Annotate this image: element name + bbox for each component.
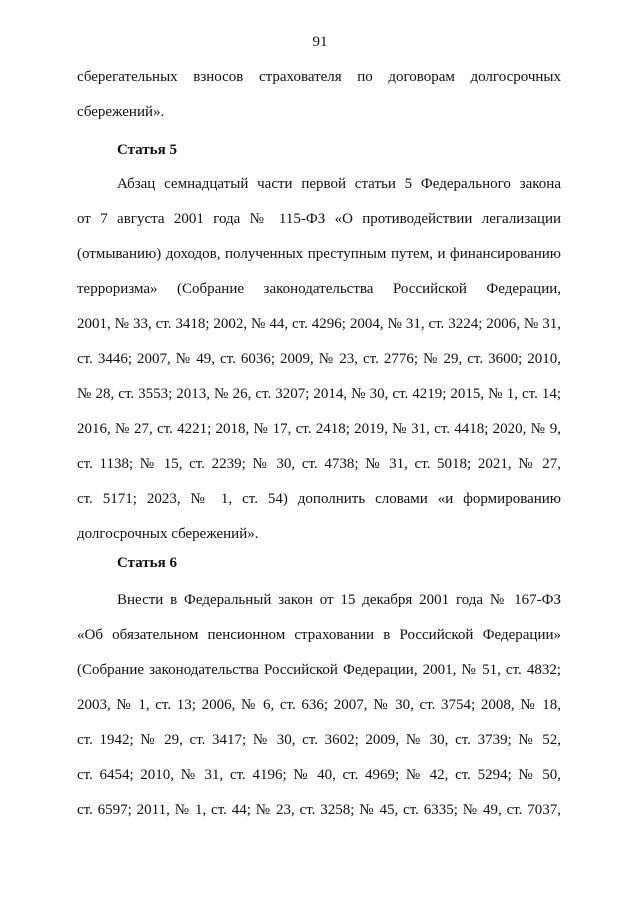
paragraph-line: ст. 3446; 2007, № 49, ст. 6036; 2009, № 23, ст. 2776; № 29, ст. 3600; 2010, — [77, 351, 561, 367]
paragraph-line: (отмыванию) доходов, полученных преступным путем, и финансированию — [77, 246, 561, 262]
paragraph-line: долгосрочных сбережений». — [77, 526, 259, 542]
paragraph-line: ст. 5171; 2023, № 1, ст. 54) дополнить словами «и формированию — [77, 491, 561, 507]
article-6-paragraph — [77, 583, 561, 828]
paragraph-line: сбережений». — [77, 104, 165, 120]
paragraph-line: ст. 6597; 2011, № 1, ст. 44; № 23, ст. 3258; № 45, ст. 6335; № 49, ст. 7037, — [77, 802, 561, 818]
paragraph-line: «Об обязательном пенсионном страховании в Российской Федерации» — [77, 627, 561, 643]
paragraph-line: № 28, ст. 3553; 2013, № 26, ст. 3207; 2014, № 30, ст. 4219; 2015, № 1, ст. 14; — [77, 386, 561, 402]
paragraph-line: ст. 1138; № 15, ст. 2239; № 30, ст. 4738; № 31, ст. 5018; 2021, № 27, — [77, 456, 561, 472]
page-number: 91 — [312, 34, 328, 50]
paragraph-line: Внести в Федеральный закон от 15 декабря 2001 года № 167-ФЗ — [117, 592, 561, 608]
article-5-paragraph — [77, 167, 561, 552]
article-6-heading: Статья 6 — [117, 555, 177, 571]
paragraph-line: 2003, № 1, ст. 13; 2006, № 6, ст. 636; 2007, № 30, ст. 3754; 2008, № 18, — [77, 697, 561, 713]
paragraph-line: от 7 августа 2001 года № 115-ФЗ «О противодействии легализации — [77, 211, 561, 227]
paragraph-line: (Собрание законодательства Российской Федерации, 2001, № 51, ст. 4832; — [77, 662, 561, 678]
paragraph-line: ст. 1942; № 29, ст. 3417; № 30, ст. 3602; 2009, № 30, ст. 3739; № 52, — [77, 732, 561, 748]
continuation-paragraph — [77, 60, 561, 130]
paragraph-line: 2001, № 33, ст. 3418; 2002, № 44, ст. 4296; 2004, № 31, ст. 3224; 2006, № 31, — [77, 316, 561, 332]
paragraph-line: Абзац семнадцатый части первой статьи 5 Федерального закона — [117, 176, 561, 192]
paragraph-line: 2016, № 27, ст. 4221; 2018, № 17, ст. 2418; 2019, № 31, ст. 4418; 2020, № 9, — [77, 421, 561, 437]
paragraph-line: ст. 6454; 2010, № 31, ст. 4196; № 40, ст. 4969; № 42, ст. 5294; № 50, — [77, 767, 561, 783]
paragraph-line: терроризма» (Собрание законодательства Российской Федерации, — [77, 281, 561, 297]
article-5-heading: Статья 5 — [117, 142, 177, 158]
paragraph-line: сберегательных взносов страхователя по договорам долгосрочных — [77, 69, 561, 85]
